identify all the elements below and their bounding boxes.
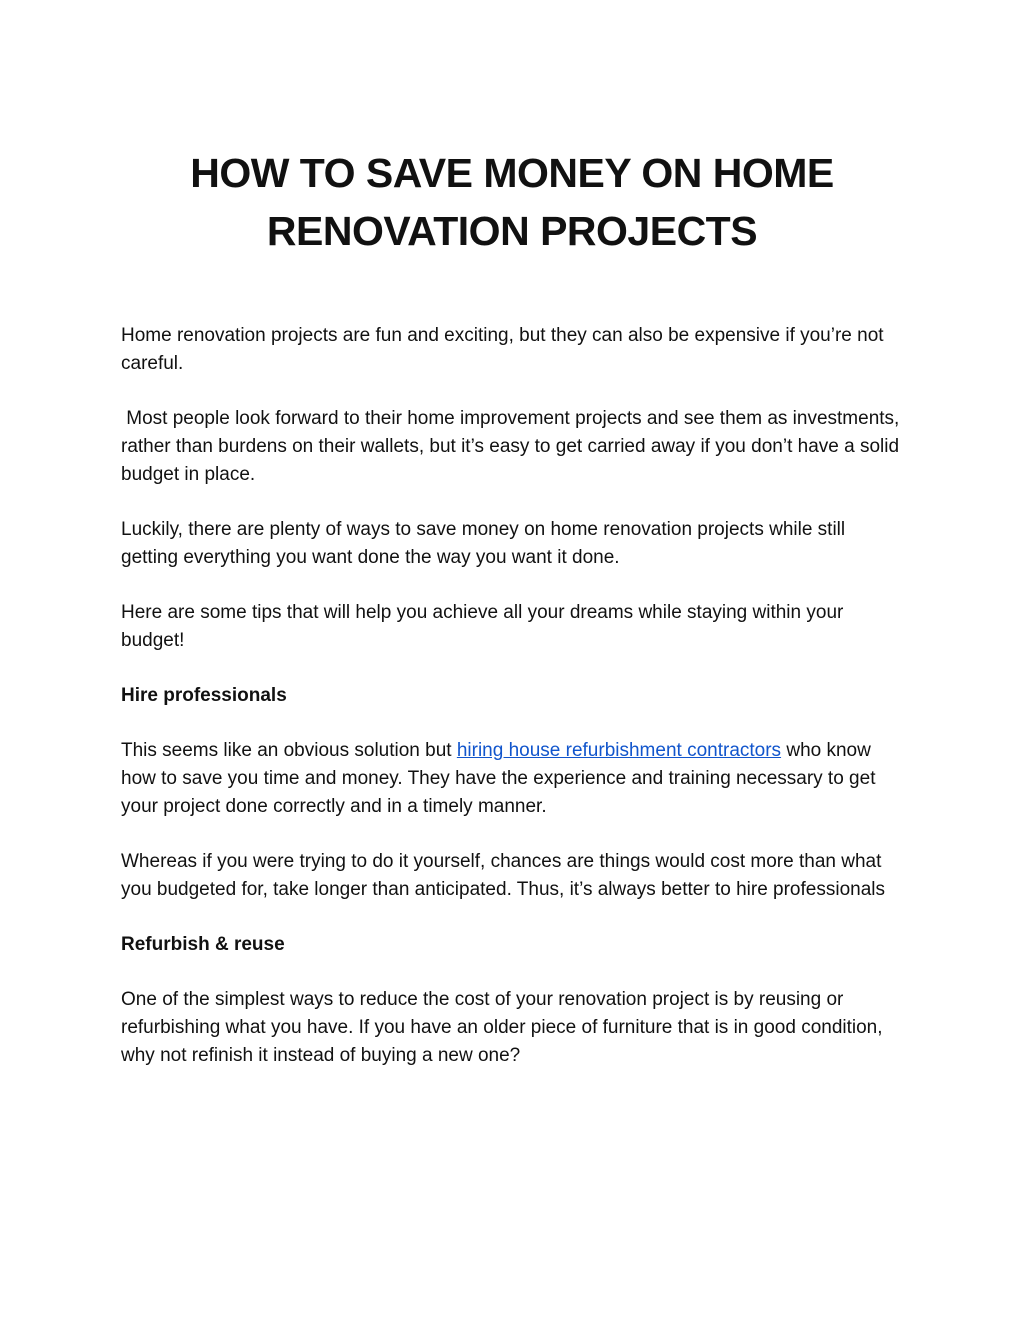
tips-paragraph: Here are some tips that will help you achieve all your dreams while staying within your budget!: [121, 602, 844, 651]
intro-paragraph: Home renovation projects are fun and exciting, but they can also be expensive if you’re not careful.: [121, 325, 884, 374]
luckily-paragraph: Luckily, there are plenty of ways to save money on home renovation projects while still getting everything you want done the way you want it done.: [121, 519, 846, 568]
contractors-link[interactable]: hiring house refurbishment contractors: [456, 740, 782, 761]
whereas-paragraph: Whereas if you were trying to do it yourself, chances are things would cost more than what you budgeted for, take longer than anticipated. Thus, it’s always better to hire professionals: [121, 851, 885, 900]
hire-professionals-paragraph: [121, 737, 906, 821]
hire-text-before-link: This seems like an obvious solution but: [121, 740, 457, 761]
title-line-1: HOW TO SAVE MONEY ON HOME: [190, 150, 834, 196]
hire-text-after-link: who know how to save you time and money. They have the experience and training necessary to get your project done correctly and in a timely manner.: [121, 740, 876, 817]
refurbish-paragraph: One of the simplest ways to reduce the cost of your renovation project is by reusing or refurbishing what you have. If you have an older piece of furniture that is in good condition, why not refinish it instead of buying a new one?: [121, 989, 883, 1066]
document-body: [121, 322, 906, 1097]
hire-professionals-heading: Hire professionals: [121, 685, 287, 706]
title-line-2: RENOVATION PROJECTS: [266, 208, 758, 254]
page-title: [120, 144, 904, 260]
refurbish-reuse-heading: Refurbish & reuse: [121, 934, 285, 955]
investments-paragraph: Most people look forward to their home improvement projects and see them as investments, rather than burdens on their wallets, but it’s easy to get carried away if you don’t have a solid budget in place.: [121, 408, 905, 485]
